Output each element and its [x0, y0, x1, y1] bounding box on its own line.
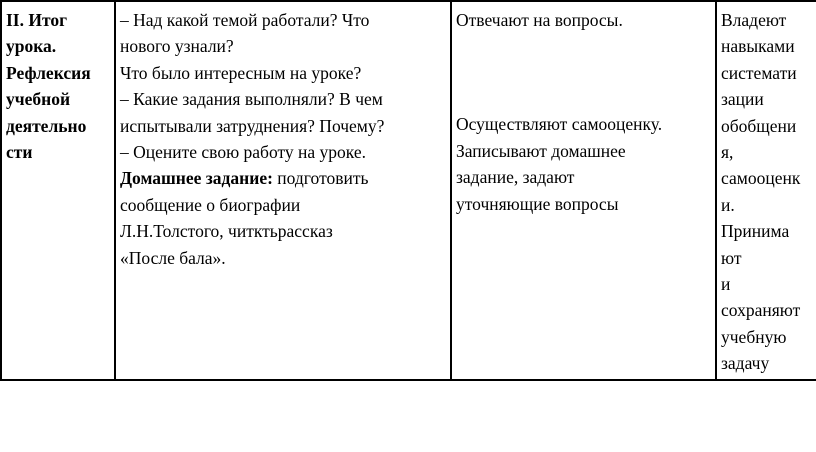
cell-spacer — [456, 59, 711, 85]
skills-line: самооценк — [721, 168, 801, 189]
skills-line: и. — [721, 194, 735, 215]
skills-line: я, — [721, 142, 734, 163]
teacher-question: нового узнали? — [120, 36, 234, 57]
stage-line: Рефлексия — [6, 62, 91, 83]
skills-line: ют — [721, 247, 742, 268]
student-activity-text: Записывают домашнее — [456, 140, 626, 161]
stage-line: деятельно — [6, 115, 87, 136]
table-row — [1, 1, 816, 380]
teacher-question: испытывали затруднения? Почему? — [120, 115, 385, 136]
student-activity-text: задание, задают — [456, 167, 575, 188]
student-activity-text: Отвечают на вопросы. — [456, 10, 623, 30]
stage-line: II. Итог — [6, 10, 68, 30]
homework-line — [120, 165, 446, 191]
homework-text: «После бала». — [120, 247, 226, 268]
skills-line: системати — [721, 62, 797, 83]
homework-text: Л.Н.Толстого, читктьрассказ — [120, 221, 333, 242]
stage-cell — [1, 1, 115, 380]
skills-cell — [716, 1, 816, 380]
skills-line: учебную — [721, 326, 787, 347]
teacher-question: Что было интересным на уроке? — [120, 62, 362, 83]
stage-line: урока. — [6, 36, 57, 57]
teacher-question: – Над какой темой работали? Что — [120, 10, 370, 30]
skills-line: задачу — [721, 353, 770, 374]
skills-line: сохраняют — [721, 300, 801, 321]
skills-line: Принима — [721, 221, 790, 242]
skills-line: зации — [721, 89, 764, 110]
skills-line: обобщени — [721, 115, 797, 136]
stage-line: сти — [6, 142, 33, 163]
stage-line: учебной — [6, 89, 71, 110]
homework-label: Домашнее задание: — [120, 168, 273, 189]
student-activity-cell — [451, 1, 716, 380]
teacher-activity-cell — [115, 1, 451, 380]
homework-text: сообщение о биографии — [120, 194, 301, 215]
teacher-question: – Какие задания выполняли? В чем — [120, 89, 383, 110]
skills-line: Владеют — [721, 10, 787, 30]
skills-line: и — [721, 274, 731, 295]
student-activity-text: уточняющие вопросы — [456, 193, 619, 214]
skills-line: навыками — [721, 36, 795, 57]
cell-spacer — [456, 33, 711, 59]
cell-spacer — [456, 85, 711, 111]
homework-text: подготовить — [272, 168, 369, 189]
teacher-question: – Оцените свою работу на уроке. — [120, 142, 366, 163]
student-activity-text: Осуществляют самооценку. — [456, 114, 663, 135]
